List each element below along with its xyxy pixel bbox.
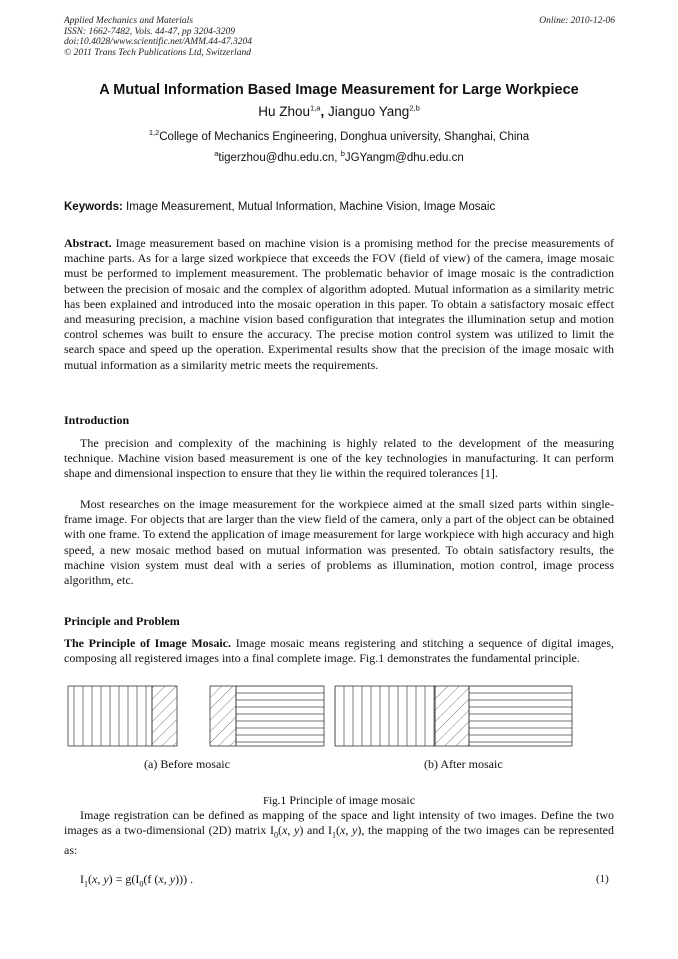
eq-lhs-comma: ,: [97, 872, 104, 886]
abstract-label: Abstract.: [64, 236, 112, 250]
eq-lhs: I: [80, 872, 84, 886]
principle-subheading: The Principle of Image Mosaic.: [64, 636, 232, 650]
before-image-1: [68, 686, 177, 746]
author-separator: ,: [320, 104, 328, 119]
registration-y2: y: [352, 823, 358, 838]
introduction-paragraph-1: The precision and complexity of the machining is highly related to the development of the measuring technique. Machine vision based measurement is one of the key technologies in manufacturing. It can perform shape and dimensional inspection to ensure that they lie within the required tolerances [1].: [64, 436, 614, 481]
eq-lhs-close: ): [108, 872, 113, 886]
eq-rhs-open: (f (: [143, 872, 159, 886]
author-1: Hu Zhou: [258, 104, 311, 119]
author-line: [0, 104, 678, 119]
keywords-text: Image Measurement, Mutual Information, Machine Vision, Image Mosaic: [126, 201, 496, 213]
registration-x2: x: [340, 823, 346, 838]
eq-lhs-sub: 1: [84, 879, 88, 889]
eq-lhs-open: (: [88, 872, 92, 886]
figure-label-b: (b) After mosaic: [424, 757, 503, 771]
figure-label-a: (a) Before mosaic: [144, 757, 230, 771]
copyright-line: © 2011 Trans Tech Publications Ltd, Switzerland: [64, 47, 251, 58]
journal-name: Applied Mechanics and Materials: [64, 16, 194, 26]
registration-sub-1: 1: [332, 830, 337, 840]
abstract-text: Image measurement based on machine vision is a promising method for the precise measurements of machine parts. As for a large sized workpiece that exceeds the FOV (field of view) of the camera, image mosaic must be performed to implement measurement. The problematic behavior of image mosaic is the contradiction between the precision of mosaic and the complex of algorithm adopted. Mutual information as a similarity metric has been explained and introduced into the mosaic operation in this paper. To obtain a satisfactory mosaic effect and measuring precision, a machine vision based configuration that integrates the illumination setup and motion control schemes was built to ensure the accuracy. The precise motion control system was utilized to limit the search space and speed up the operation. Experimental results show that the precision of the image mosaic with mutual information as a similarity metric meets the requirements.: [64, 236, 615, 372]
principle-heading: Principle and Problem: [64, 614, 180, 628]
eq-rhs-y: y: [169, 872, 176, 886]
figure-caption: [0, 793, 678, 808]
running-header: [64, 16, 252, 58]
affiliation-sup: 1,2: [148, 128, 160, 138]
eq-rhs-comma: ,: [163, 872, 170, 886]
email-b: JGYangm@dhu.edu.cn: [344, 152, 464, 164]
registration-text-1: Image registration can be defined as mapping of the space and light intensity of two images. Define the two images as a two-dimensional (2D) matrix I: [64, 808, 614, 838]
figure-caption-prefix: Fig.: [262, 795, 281, 807]
eq-lhs-y: y: [103, 872, 109, 886]
affiliation: [0, 128, 678, 143]
registration-text-7: ), the mapping of the two images can be represented as:: [64, 823, 615, 857]
doi-line: doi:10.4028/www.scientific.net/AMM.44-47.3204: [64, 37, 252, 47]
author-2-sup: 2,b: [409, 103, 420, 113]
principle-text: Image mosaic means registering and stitching a sequence of digital images, composing all registered images into a final complete image. Fig.1 demonstrates the fundamental principle.: [64, 636, 615, 666]
author-1-sup: 1,a: [310, 103, 321, 113]
registration-y1: y: [294, 823, 300, 838]
before-image-2: [210, 686, 324, 746]
eq-mid-sub: 0: [139, 879, 144, 889]
eq-rhs-close: ))) .: [175, 872, 194, 886]
registration-text-4: ) and I: [299, 823, 333, 838]
email-b-sup: b: [340, 149, 345, 159]
registration-text-2: (: [278, 823, 282, 838]
introduction-heading: Introduction: [64, 413, 130, 427]
after-mosaic-image: [335, 686, 572, 746]
eq-mid: = g(I: [112, 872, 140, 886]
equation-number: (1): [596, 873, 609, 885]
registration-x1: x: [282, 823, 288, 838]
registration-paragraph: [64, 808, 614, 858]
paper-title: A Mutual Information Based Image Measurement for Large Workpiece: [99, 82, 579, 98]
online-date: Online: 2010-12-06: [539, 16, 615, 26]
registration-text-5: (: [336, 823, 341, 838]
introduction-paragraph-2: Most researches on the image measurement for the workpiece aimed at the small sized parts within single-frame image. For objects that are larger than the view field of the camera, only a part of the object can be obtained with one frame. To extend the application of image measurement for large workpiece with high accuracy and high speed, a new mosaic method based on mutual information was presented. To obtain satisfactory results, the machine vision system must deal with a series of problems as illumination, motion control, image process algorithm, etc.: [64, 497, 614, 588]
abstract: [64, 236, 614, 373]
registration-sub-0: 0: [274, 830, 278, 840]
keywords: [64, 201, 616, 213]
issn-line: ISSN: 1662-7482, Vols. 44-47, pp 3204-3209: [64, 26, 235, 37]
figure-caption-text: 1 Principle of image mosaic: [280, 793, 416, 807]
email-a: tigerzhou@dhu.edu.cn,: [218, 152, 341, 164]
principle-paragraph: [64, 636, 614, 666]
keywords-label: Keywords:: [64, 201, 123, 213]
eq-rhs-x: x: [158, 872, 164, 886]
registration-text-3: ,: [287, 823, 295, 838]
email-a-sup: a: [214, 149, 219, 159]
registration-text-6: ,: [345, 823, 353, 838]
figure-1-mosaic-diagram: [64, 685, 614, 747]
affiliation-text: College of Mechanics Engineering, Donghua university, Shanghai, China: [159, 131, 530, 143]
author-2: Jianguo Yang: [327, 104, 410, 119]
eq-lhs-x: x: [92, 872, 98, 886]
email-line: [0, 149, 678, 164]
equation-1: [80, 872, 193, 888]
